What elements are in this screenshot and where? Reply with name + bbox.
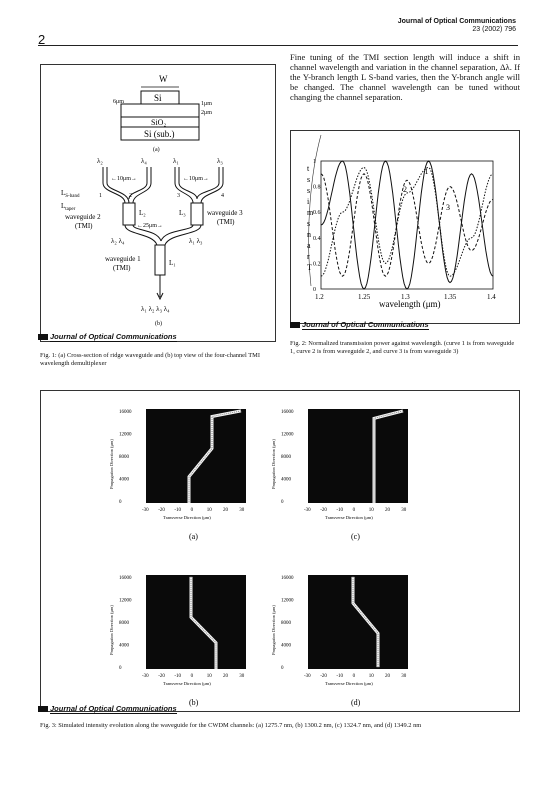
fig3-xtick-label: 0 — [352, 508, 356, 513]
fig1-wg2: waveguide 2 — [65, 213, 101, 221]
fig3-xtick-label: -10 — [336, 508, 344, 513]
fig3-panel-label: (b) — [189, 698, 199, 707]
fig1-l1l3: λ₁ λ₃ — [189, 237, 203, 245]
fig3-intensity-map — [308, 575, 408, 669]
fig1-10um-left: ←10μm→ — [111, 176, 137, 182]
fig3-ytick-label: 8000 — [119, 621, 129, 626]
fig3-xtick-label: -10 — [174, 508, 182, 513]
fig2-xtick-label: 1.25 — [358, 293, 371, 301]
fig2-xtick-label: 1.2 — [315, 293, 324, 301]
fig1-b-label: (b) — [155, 321, 162, 327]
fig3-xtick-label: 30 — [239, 674, 245, 679]
fig3-ytick-label: 0 — [119, 500, 122, 505]
fig1-n3: 3 — [177, 193, 180, 199]
fig1-top-l3: λ₃ — [217, 157, 223, 165]
fig1-n1: 1 — [99, 193, 102, 199]
fig1-L3: L₃ — [179, 209, 186, 217]
fig3-ytick-label: 4000 — [119, 477, 129, 483]
header-rule — [38, 45, 518, 46]
fig2-ylabel-char: T — [307, 263, 312, 272]
fig1-wg3b: (TMI) — [217, 218, 235, 226]
fig3-ylabel: Propagation Direction (μm) — [271, 439, 276, 489]
body-paragraph: Fine tuning of the TMI section length will induce a shift in channel wavelength and variation in the channel separation, Δλ. If the Y-branch length L S-band varies, then the Y-branch angle will be changed. The channel wavelength can be tuned without changing the channel separation. — [290, 52, 520, 102]
fig3-panel — [101, 401, 261, 551]
fig3-ytick-label: 16000 — [281, 410, 294, 415]
fig3-ytick-label: 8000 — [281, 455, 291, 460]
fig1-L2: L₂ — [139, 209, 146, 217]
fig2-ytick-label: 0.8 — [313, 184, 321, 191]
fig1-sub-label: Si (sub.) — [144, 129, 175, 139]
fig1-top-l1: λ₁ — [173, 157, 179, 165]
figure-2 — [290, 130, 520, 324]
fig1-top-l4: λ₄ — [141, 157, 147, 165]
fig3-ytick-label: 12000 — [281, 432, 294, 438]
fig3-xtick-label: -20 — [320, 508, 327, 513]
fig3-ytick-label: 4000 — [119, 643, 129, 649]
fig1-logo: Journal of Optical Communications — [38, 332, 177, 342]
fig3-xtick-label: -30 — [142, 508, 149, 513]
journal-title: Journal of Optical Communications — [397, 18, 516, 25]
fig3-xlabel: Transverse Direction (μm) — [325, 681, 373, 686]
fig3-xtick-label: -30 — [142, 674, 149, 679]
fig1-caption: Fig. 1: (a) Cross-section of ridge waveguide and (b) top view of the four-channel TMI wavelength demultiplexer — [40, 352, 260, 367]
fig2-ylabel-char: s — [307, 175, 311, 184]
fig3-xlabel: Transverse Direction (μm) — [163, 681, 211, 686]
journal-issue: 23 (2002) 796 — [472, 26, 516, 33]
fig2-ylabel-char: r — [307, 252, 310, 261]
fig1-lsband: $L_{S-band}$ — [61, 189, 80, 199]
fig3-xtick-label: 10 — [368, 674, 374, 679]
figure-3 — [40, 390, 520, 712]
fig2-ytick-label: 1 — [313, 159, 316, 165]
fig3-ytick-label: 16000 — [119, 410, 132, 415]
fig2-xtick-label: 1.35 — [444, 293, 457, 301]
fig3-xtick-label: 10 — [368, 508, 374, 513]
fig3-xtick-label: 0 — [352, 674, 356, 679]
fig2-ytick-labels — [313, 159, 321, 293]
fig3-panel-plot — [263, 401, 423, 551]
fig2-xtick-label: 1.3 — [401, 293, 410, 301]
fig1-top-l2: λ₂ — [97, 157, 103, 165]
page-number: 2 — [38, 32, 46, 47]
fig3-panel — [101, 567, 261, 717]
journal-logo-icon — [290, 322, 300, 328]
figure-1-diagram — [41, 65, 275, 341]
fig3-xtick-label: 30 — [401, 508, 407, 513]
fig3-xtick-label: -20 — [320, 674, 327, 679]
fig3-xtick-label: 0 — [190, 674, 194, 679]
fig3-ytick-label: 12000 — [119, 598, 132, 604]
fig1-si-label: Si — [154, 93, 162, 103]
fig2-curve-label: 1 — [424, 166, 429, 176]
fig3-xtick-label: 20 — [223, 508, 228, 513]
fig2-ytick-label: 0.6 — [313, 210, 321, 217]
fig3-panel-plot — [263, 567, 423, 717]
fig3-xtick-label: 20 — [385, 674, 390, 679]
fig1-wg1b: (TMI) — [113, 264, 131, 272]
fig3-ytick-label: 16000 — [119, 576, 132, 581]
fig3-ytick-label: 4000 — [281, 477, 291, 483]
fig2-ylabel-char: a — [307, 241, 311, 250]
fig2-logo: Journal of Optical Communications — [290, 320, 429, 330]
fig1-n2: 2 — [129, 193, 132, 199]
fig1-10um-right: ←10μm→ — [183, 176, 209, 182]
fig3-intensity-map — [146, 409, 246, 503]
fig2-ylabel-chars — [307, 164, 314, 272]
fig3-ytick-label: 8000 — [281, 621, 291, 626]
fig3-logo: Journal of Optical Communications — [38, 704, 177, 714]
fig1-si-slab — [121, 104, 199, 117]
fig2-curve-label: 3 — [446, 202, 450, 212]
fig1-l2l4: λ₂ λ₄ — [111, 237, 125, 245]
fig2-ylabel-char: s — [307, 186, 311, 195]
fig2-ylabel-char: s — [307, 219, 311, 228]
fig3-xtick-label: 20 — [223, 674, 228, 679]
fig2-ytick-label: 0.2 — [313, 261, 321, 268]
fig3-panel — [263, 401, 423, 551]
fig3-panel-label: (a) — [189, 532, 198, 541]
fig1-wg2b: (TMI) — [75, 222, 93, 230]
fig3-ytick-label: 8000 — [119, 455, 129, 460]
fig3-panel-label: (c) — [351, 532, 360, 541]
journal-logo-icon — [38, 334, 48, 340]
fig3-ytick-label: 0 — [281, 500, 284, 505]
fig3-xtick-label: -20 — [158, 674, 165, 679]
fig2-caption: Fig. 2: Normalized transmission power against wavelength. (curve 1 is from waveguide 1, curve 2 is from waveguide 2, and curve 3 is from waveguide 3) — [290, 340, 515, 355]
fig3-caption: Fig. 3: Simulated intensity evolution along the waveguide for the CWDM channels: (a) 1275.7 nm, (b) 1300.2 nm, (c) 1324.7 nm, and (d) 1349.2 nm — [40, 722, 422, 729]
fig3-panel-plot — [101, 567, 261, 717]
fig2-series-line-2 — [321, 174, 493, 276]
journal-logo-icon — [38, 706, 48, 712]
fig3-xtick-label: -30 — [304, 674, 311, 679]
fig3-ytick-label: 0 — [281, 666, 284, 671]
fig3-xtick-label: 0 — [190, 508, 194, 513]
fig3-intensity-map — [308, 409, 408, 503]
fig1-w-label: W — [159, 74, 168, 84]
fig3-xlabel: Transverse Direction (μm) — [325, 515, 373, 520]
fig3-xtick-label: -10 — [174, 674, 182, 679]
fig2-ylabel-char: m — [307, 208, 314, 217]
fig3-xtick-label: 30 — [401, 674, 407, 679]
fig3-ytick-label: 4000 — [281, 643, 291, 649]
fig1-6um-label: 6μm — [113, 99, 124, 105]
fig3-ylabel: Propagation Direction (μm) — [109, 605, 114, 655]
fig3-ytick-label: 12000 — [281, 598, 294, 604]
fig3-ylabel: Propagation Direction (μm) — [109, 439, 114, 489]
fig3-panel — [263, 567, 423, 717]
fig1-waveguide-tree — [103, 167, 223, 299]
fig3-xtick-label: -10 — [336, 674, 344, 679]
fig1-sio2-label: SiO₂ — [151, 118, 167, 127]
fig3-panel-label: (d) — [351, 698, 361, 707]
fig2-ytick-label: 0 — [313, 287, 316, 293]
fig3-xlabel: Transverse Direction (μm) — [163, 515, 211, 520]
fig2-xlabel: wavelength (μm) — [379, 299, 441, 309]
journal-header — [398, 18, 516, 34]
fig3-ytick-label: 0 — [119, 666, 122, 671]
fig2-ylabel-char: t — [307, 164, 310, 173]
fig1-25um: ←25μm→ — [137, 223, 163, 229]
fig2-ylabel-char: n — [307, 230, 311, 239]
fig1-2um-label: 2μm — [201, 110, 212, 116]
fig1-1um-label: 1μm — [201, 101, 212, 107]
fig3-xtick-label: -30 — [304, 508, 311, 513]
fig3-xtick-label: -20 — [158, 508, 165, 513]
figure-1 — [40, 64, 276, 342]
fig1-wg3: waveguide 3 — [207, 209, 243, 217]
fig2-ytick-label: 0.4 — [313, 235, 321, 242]
fig3-xtick-label: 10 — [206, 674, 212, 679]
fig1-n4: 4 — [221, 193, 224, 199]
fig3-xtick-label: 10 — [206, 508, 212, 513]
fig1-wg1: waveguide 1 — [105, 255, 141, 263]
fig2-curve-label: 2 — [403, 184, 407, 194]
fig1-L1: L₁ — [169, 259, 176, 267]
fig2-xtick-label: 1.4 — [487, 293, 496, 301]
fig1-a-label: (a) — [153, 147, 160, 153]
fig2-chart — [291, 131, 519, 323]
fig3-ytick-label: 12000 — [119, 432, 132, 438]
fig3-ytick-label: 16000 — [281, 576, 294, 581]
fig3-xtick-label: 30 — [239, 508, 245, 513]
fig2-ylabel-char: i — [307, 197, 310, 206]
fig3-ylabel: Propagation Direction (μm) — [271, 605, 276, 655]
fig2-series — [321, 161, 493, 289]
fig3-panel-plot — [101, 401, 261, 551]
fig1-all-lambdas: λ₁ λ₂ λ₃ λ₄ — [141, 305, 170, 313]
fig3-xtick-label: 20 — [385, 508, 390, 513]
fig1-ltaper: $L_{taper}$ — [61, 202, 76, 212]
